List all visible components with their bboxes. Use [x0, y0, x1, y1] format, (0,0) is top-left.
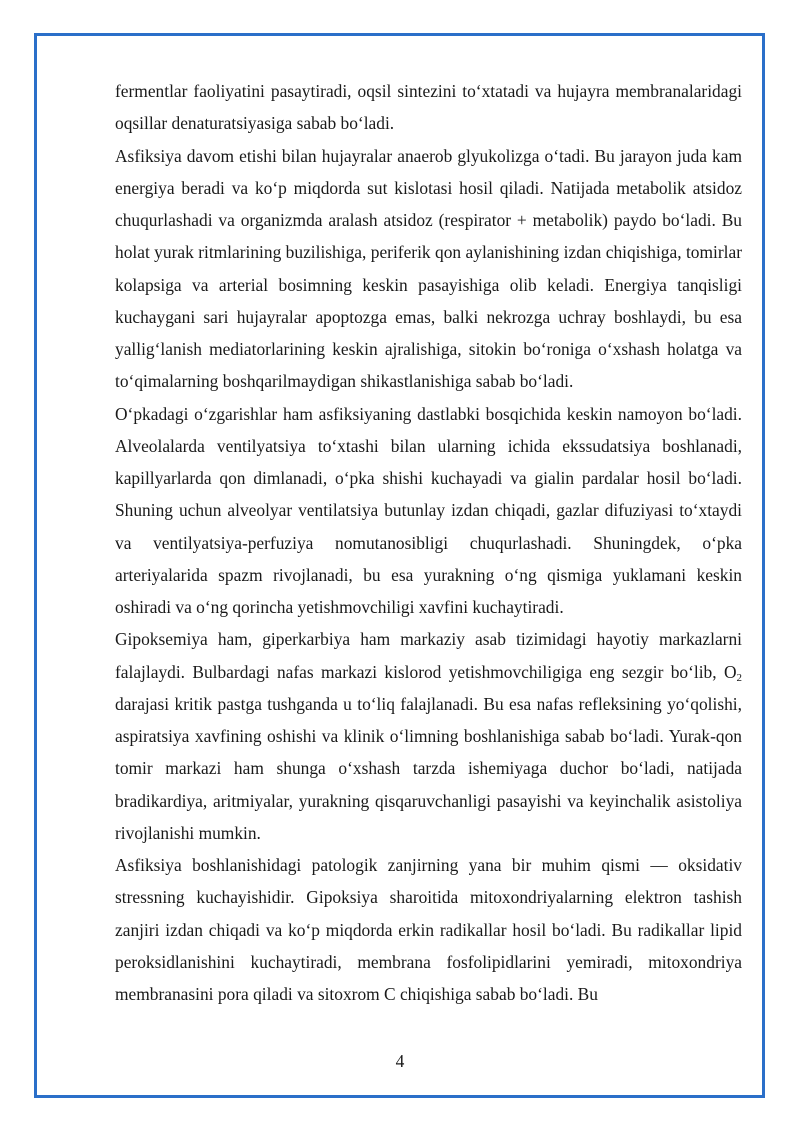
paragraph-5: Asfiksiya boshlanishidagi patologik zanjirning yana bir muhim qismi — oksidativ stressning kuchayishidir. Gipoksiya sharoitida mitoxondriyalarning elektron tashish zanjiri izdan chiqadi va ko‘p miqdorda erkin radikallar hosil bo‘ladi. Bu radikallar lipid peroksidlanishini kuchaytiradi, membrana fosfolipidlarini yemiradi, mitoxondriya membranasini pora qiladi va sitoxrom C chiqishiga sabab bo‘ladi. Bu — [115, 855, 742, 1004]
paragraph-4-text-end: darajasi kritik pastga tushganda u to‘liq falajlanadi. Bu esa nafas refleksining yo‘qolishi, aspiratsiya xavfining oshishi va klinik o‘limning boshlanishiga sabab bo‘ladi. Yurak-qon tomir markazi ham shunga o‘xshash tarzda ishemiyaga duchor bo‘ladi, natijada bradikardiya, aritmiyalar, yurakning qisqaruvchanligi pasayishi va keyinchalik asistoliya rivojlanishi mumkin. — [115, 693, 742, 843]
paragraph-2: Asfiksiya davom etishi bilan hujayralar anaerob glyukolizga o‘tadi. Bu jarayon juda kam energiya beradi va ko‘p miqdorda sut kislotasi hosil qiladi. Natijada metabolik atsidoz chuqurlashadi va organizmda aralash atsidoz (respirator + metabolik) paydo bo‘ladi. Bu holat yurak ritmlarining buzilishiga, periferik qon aylanishining izdan chiqishiga, tomirlar kolapsiga va arterial bosimning keskin pasayishiga olib keladi. Energiya tanqisligi kuchaygani sari hujayralar apoptozga emas, balki nekrozga uchray boshlaydi, bu esa yallig‘lanish mediatorlarining keskin ajralishiga, sitokin bo‘roniga o‘xshash holatga va to‘qimalarning boshqarilmaydigan shikastlanishiga sabab bo‘ladi. — [115, 145, 742, 392]
page-number: 4 — [395, 1051, 405, 1071]
paragraph-4 — [115, 623, 742, 849]
oxygen-subscript: 2 — [736, 671, 742, 684]
paragraph-3: O‘pkadagi o‘zgarishlar ham asfiksiyaning dastlabki bosqichida keskin namoyon bo‘ladi. Alveolalarda ventilyatsiya to‘xtashi bilan ularning ichida ekssudatsiya boshlanadi, kapillyarlarda qon dimlanadi, o‘pka shishi kuchayadi va gialin pardalar hosil bo‘ladi. Shuning uchun alveolyar ventilatsiya butunlay izdan chiqadi, gazlar difuziyasi to‘xtaydi va ventilyatsiya-perfuziya nomutanosibligi chuqurlashadi. Shuningdek, o‘pka arteriyalarida spazm rivojlanadi, bu esa yurakning o‘ng qismiga yuklamani keskin oshiradi va o‘ng qorincha yetishmovchiligi xavfini kuchaytiradi. — [115, 403, 742, 617]
paragraph-1: fermentlar faoliyatini pasaytiradi, oqsil sintezini to‘xtatadi va hujayra membranalaridagi oqsillar denaturatsiyasiga sabab bo‘ladi. — [115, 81, 742, 134]
paragraph-4-text-start: Gipoksemiya ham, giperkarbiya ham markaziy asab tizimidagi hayotiy markazlarni falajlaydi. Bulbardagi nafas markazi kislorod yetishmovchiligiga eng sezgir bo‘lib, O — [115, 629, 742, 682]
document-body — [115, 75, 742, 1010]
